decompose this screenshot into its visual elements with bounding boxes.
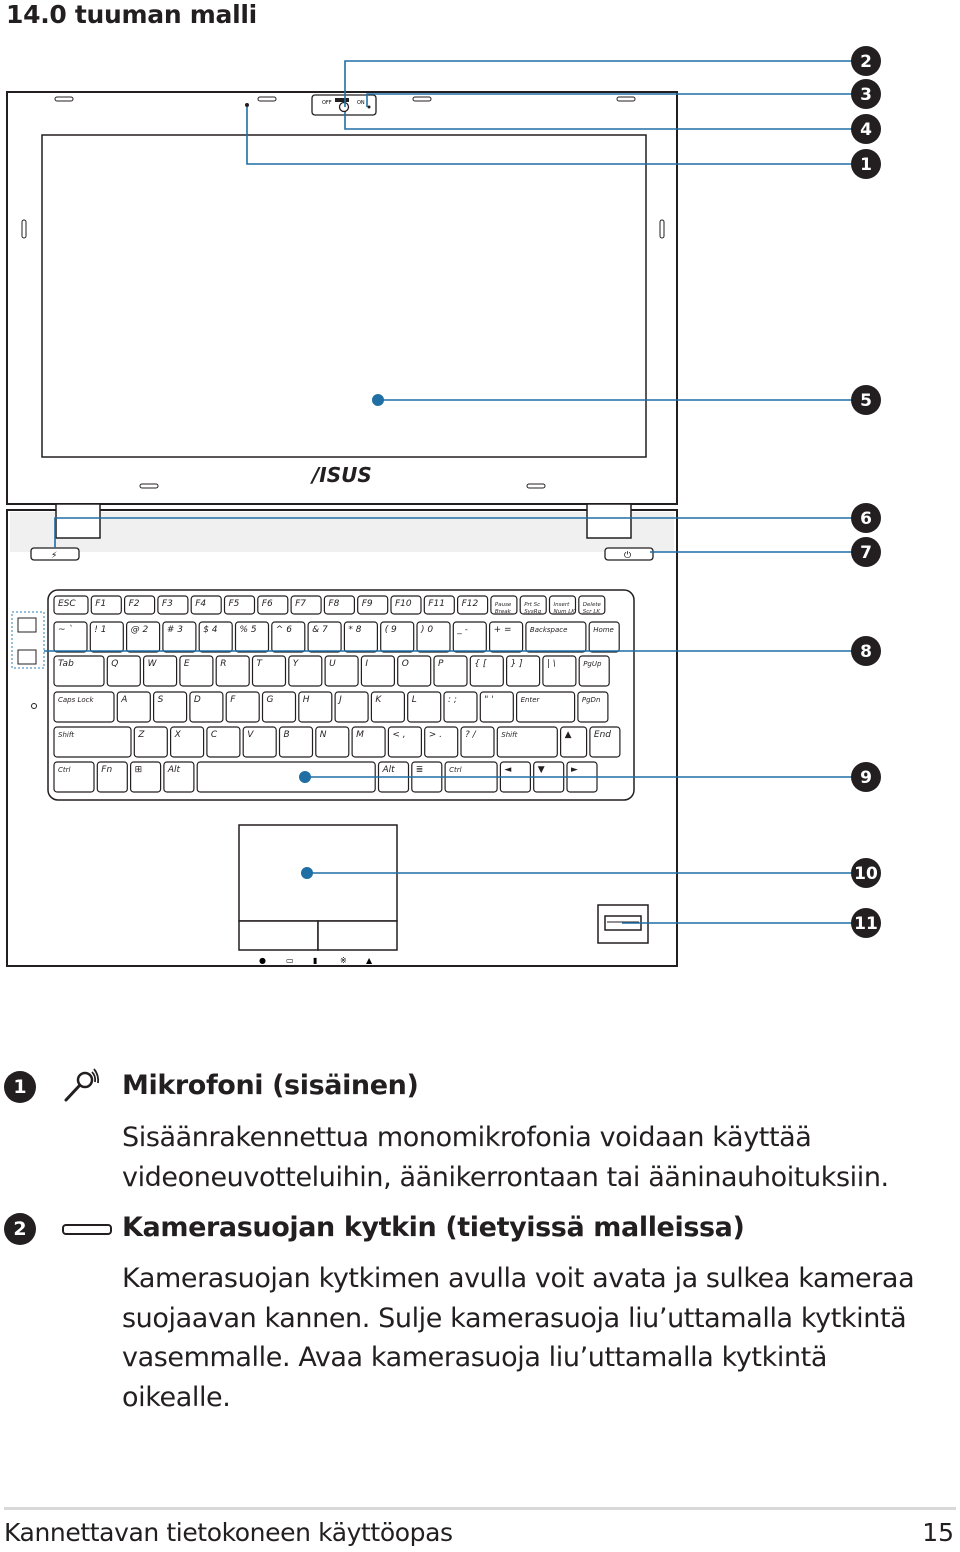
svg-text:⚡: ⚡	[51, 551, 58, 561]
keyboard-key	[199, 622, 232, 652]
svg-text:J: J	[339, 695, 342, 705]
keyboard-key	[125, 596, 155, 614]
callout-badge	[851, 114, 881, 144]
item-title: Mikrofoni (sisäinen)	[122, 1070, 419, 1101]
keyboard-keys	[54, 596, 620, 792]
svg-text:▼: ▼	[537, 765, 545, 775]
item-body-line: videoneuvotteluihin, äänikerrontaan tai ääninauhoituksiin.	[122, 1161, 889, 1193]
keyboard-key	[163, 622, 196, 652]
svg-text:Ctrl: Ctrl	[449, 766, 462, 774]
keyboard-key	[578, 692, 608, 722]
item-title: Kamerasuojan kytkin (tietyissä malleissa)	[122, 1212, 745, 1243]
svg-text:SysRq: SysRq	[524, 609, 542, 615]
keyboard-key	[253, 656, 286, 686]
touchpad-right-button	[318, 921, 397, 950]
keyboard-key	[117, 692, 150, 722]
display-panel	[42, 135, 646, 457]
keyboard-key	[154, 692, 187, 722]
svg-text:X: X	[174, 730, 181, 740]
keyboard-key	[371, 692, 404, 722]
svg-text:Break: Break	[494, 609, 511, 615]
keyboard-key	[280, 727, 313, 757]
svg-text:! 1: ! 1	[94, 625, 107, 635]
svg-text:F11: F11	[428, 599, 445, 609]
keyboard-key	[134, 727, 167, 757]
keyboard-key	[243, 727, 276, 757]
item-number: 2	[4, 1213, 36, 1245]
keyboard-key	[91, 596, 121, 614]
svg-text:P: P	[438, 659, 444, 669]
keyboard-key	[579, 656, 609, 686]
svg-text:@ 2: @ 2	[130, 625, 149, 635]
svg-text:| \: | \	[546, 659, 556, 669]
svg-text:M: M	[356, 730, 364, 740]
item-body	[122, 1118, 952, 1197]
keyboard-key	[325, 656, 358, 686]
keyboard-key	[90, 622, 123, 652]
svg-text:N: N	[319, 730, 327, 740]
svg-text:▲: ▲	[366, 956, 373, 965]
svg-text:End: End	[593, 730, 612, 740]
svg-text:Shift: Shift	[501, 731, 518, 739]
svg-text:F3: F3	[161, 599, 173, 609]
keyboard-key	[517, 692, 575, 722]
callout-badge	[851, 503, 881, 533]
keyboard-key	[490, 622, 523, 652]
keyboard-key	[398, 656, 431, 686]
callout-badge	[851, 908, 881, 938]
footer-title: Kannettavan tietokoneen käyttöopas	[4, 1518, 453, 1547]
keyboard-key	[417, 622, 450, 652]
svg-text:F2: F2	[128, 599, 140, 609]
svg-text:F10: F10	[395, 599, 412, 609]
camera-switch-on-label: ON	[357, 100, 365, 106]
svg-text:) 0: ) 0	[421, 625, 434, 635]
keyboard-key	[434, 656, 467, 686]
item-body-line: Kamerasuojan kytkimen avulla voit avata ja sulkea kameraa	[122, 1263, 915, 1294]
brand-logo: /ISUS	[312, 463, 372, 487]
svg-text:≣: ≣	[415, 765, 424, 775]
svg-text:Insert: Insert	[553, 602, 570, 608]
svg-text:: ;: : ;	[448, 695, 457, 705]
callout-badge	[851, 79, 881, 109]
item-number: 1	[4, 1071, 36, 1103]
callout-badge	[851, 636, 881, 666]
keyboard-key	[54, 596, 88, 614]
keyboard-key	[164, 762, 194, 792]
svg-text:PgDn: PgDn	[581, 696, 601, 704]
keyboard-key	[191, 596, 221, 614]
svg-text:B: B	[283, 730, 290, 740]
callout-badge	[851, 149, 881, 179]
keyboard-key	[54, 692, 114, 722]
svg-text:R: R	[220, 659, 227, 669]
svg-text:^ 6: ^ 6	[275, 625, 292, 635]
keyboard-key	[216, 656, 249, 686]
svg-text:I: I	[365, 659, 369, 669]
svg-text:Caps Lock: Caps Lock	[58, 696, 94, 704]
svg-text:Shift: Shift	[58, 731, 75, 739]
left-hinge	[56, 504, 100, 538]
keyboard-key	[226, 692, 259, 722]
footer-divider	[4, 1507, 956, 1510]
keyboard-key	[391, 596, 421, 614]
svg-text:F4: F4	[195, 599, 207, 609]
svg-text:T: T	[256, 659, 262, 669]
keyboard-key	[291, 596, 321, 614]
callout-badge	[851, 858, 881, 888]
svg-text:PgUp: PgUp	[583, 660, 602, 668]
right-hinge	[587, 504, 631, 538]
svg-text:& 7: & 7	[312, 625, 328, 635]
svg-text:F5: F5	[228, 599, 240, 609]
svg-text:2: 2	[860, 52, 872, 72]
svg-text:~ `: ~ `	[58, 625, 73, 635]
keyboard-key	[180, 656, 213, 686]
svg-text:% 5: % 5	[239, 625, 257, 635]
keyboard-key	[225, 596, 255, 614]
callout-badge	[851, 537, 881, 567]
svg-text:6: 6	[860, 509, 872, 529]
svg-text:1: 1	[860, 155, 872, 175]
svg-text:Delete: Delete	[582, 602, 601, 608]
keyboard-key	[388, 727, 421, 757]
svg-text:F6: F6	[261, 599, 273, 609]
svg-text:Fn: Fn	[101, 765, 113, 775]
callout-badges	[851, 46, 881, 938]
svg-text:G: G	[266, 695, 274, 705]
camera-switch-off-label: OFF	[322, 100, 332, 106]
keyboard-key	[272, 622, 305, 652]
callout-badge	[851, 762, 881, 792]
keyboard-key	[543, 656, 576, 686]
svg-text:7: 7	[860, 543, 872, 563]
svg-text:Alt: Alt	[167, 765, 181, 775]
keyboard-key	[316, 727, 349, 757]
svg-text:F8: F8	[328, 599, 340, 609]
svg-text:C: C	[210, 730, 218, 740]
item-body-line: Sisäänrakennettua monomikrofonia voidaan käyttää	[122, 1122, 812, 1153]
svg-text:H: H	[302, 695, 310, 705]
svg-text:} ]: } ]	[510, 659, 523, 669]
keyboard-key	[361, 656, 394, 686]
svg-text:Prt Sc: Prt Sc	[524, 602, 541, 608]
svg-text:> .: > .	[428, 730, 442, 740]
svg-text:9: 9	[860, 768, 872, 788]
keyboard-key	[470, 656, 503, 686]
keyboard-key	[127, 622, 160, 652]
keyboard-key	[54, 727, 131, 757]
keyboard-key	[54, 622, 87, 652]
svg-text:+ =: + =	[493, 625, 512, 635]
svg-text:8: 8	[860, 642, 872, 662]
svg-text:S: S	[157, 695, 164, 705]
keyboard-key	[550, 596, 576, 615]
keyboard-key	[358, 596, 388, 614]
svg-text:▲: ▲	[564, 730, 572, 740]
svg-text:# 3: # 3	[166, 625, 184, 635]
keyboard-key	[54, 656, 104, 686]
svg-text:$ 4: $ 4	[203, 625, 218, 635]
svg-text:U: U	[329, 659, 336, 669]
svg-text:" ': " '	[484, 695, 494, 705]
page-number: 15	[922, 1518, 954, 1547]
svg-text:< ,: < ,	[392, 730, 406, 740]
svg-text:►: ►	[571, 765, 578, 775]
svg-text:Enter: Enter	[520, 696, 540, 704]
svg-text:F12: F12	[461, 599, 479, 609]
keyboard-key	[526, 622, 586, 652]
keyboard-key	[425, 727, 458, 757]
keyboard-key	[561, 727, 587, 757]
keyboard-key	[458, 596, 488, 614]
svg-text:Ctrl: Ctrl	[58, 766, 71, 774]
svg-text:◄: ◄	[504, 765, 512, 775]
svg-text:Home: Home	[593, 626, 614, 634]
keyboard-key	[335, 692, 368, 722]
svg-text:* 8: * 8	[348, 625, 362, 635]
keyboard-key	[480, 692, 513, 722]
svg-text:V: V	[247, 730, 254, 740]
svg-text:3: 3	[860, 85, 872, 105]
svg-text:▭: ▭	[286, 956, 294, 965]
svg-text:Scr LK: Scr LK	[582, 609, 601, 615]
svg-text:10: 10	[854, 864, 878, 884]
svg-text:Pause: Pause	[494, 602, 512, 608]
item-body-line: oikealle.	[122, 1381, 231, 1413]
keyboard-key	[344, 622, 377, 652]
keyboard-key	[590, 727, 620, 757]
keyboard-key	[381, 622, 414, 652]
svg-text:( 9: ( 9	[384, 625, 397, 635]
keyboard-key	[299, 692, 332, 722]
svg-text:F9: F9	[361, 599, 373, 609]
keyboard-key	[461, 727, 494, 757]
camera-lens	[340, 103, 349, 112]
keyboard-key	[171, 727, 204, 757]
svg-text:W: W	[147, 659, 157, 669]
camera-switch-icon	[62, 1222, 112, 1241]
item-body-line: suojaavan kannen. Sulje kamerasuoja liu’uttamalla kytkintä	[122, 1302, 907, 1334]
touchpad-left-button	[239, 921, 318, 950]
keyboard-key	[54, 762, 94, 792]
svg-text:F: F	[230, 695, 236, 705]
keyboard-key	[144, 656, 177, 686]
callout-badge	[851, 385, 881, 415]
keyboard-key	[324, 596, 354, 614]
svg-text:⏻: ⏻	[624, 551, 632, 561]
svg-text:O: O	[401, 659, 409, 669]
svg-text:L: L	[411, 695, 417, 705]
svg-text:Alt: Alt	[382, 765, 395, 775]
svg-text:▮: ▮	[313, 956, 318, 965]
svg-text:? /: ? /	[465, 730, 476, 740]
svg-text:Y: Y	[292, 659, 299, 669]
svg-text:●: ●	[259, 956, 266, 965]
keyboard-key	[97, 762, 127, 792]
keyboard-key	[263, 692, 296, 722]
keyboard-key	[352, 727, 385, 757]
keyboard-key	[289, 656, 322, 686]
keyboard-key	[497, 727, 557, 757]
svg-text:Backspace: Backspace	[529, 626, 568, 634]
keyboard-key	[589, 622, 619, 652]
svg-text:11: 11	[854, 914, 878, 934]
page-title: 14.0 tuuman malli	[6, 0, 257, 29]
keyboard-key	[236, 622, 269, 652]
svg-text:E: E	[183, 659, 190, 669]
svg-text:{ [: { [	[474, 659, 487, 669]
keyboard-key	[579, 596, 605, 615]
svg-text:A: A	[121, 695, 128, 705]
keyboard-key	[131, 762, 161, 792]
keyboard-key	[308, 622, 341, 652]
keyboard-key	[190, 692, 223, 722]
keyboard-key	[444, 692, 477, 722]
svg-text:※: ※	[340, 956, 347, 965]
laptop-diagram	[0, 30, 960, 990]
svg-text:F7: F7	[295, 599, 307, 609]
keyboard-key	[158, 596, 188, 614]
microphone-icon	[62, 1068, 100, 1108]
svg-text:⊞: ⊞	[134, 765, 143, 775]
keyboard-key	[207, 727, 240, 757]
item-body	[122, 1259, 952, 1417]
svg-text:5: 5	[860, 391, 872, 411]
keyboard-key	[507, 656, 540, 686]
svg-text:Num LK: Num LK	[553, 609, 575, 615]
item-body-line: vasemmalle. Avaa kamerasuoja liu’uttamalla kytkintä	[122, 1342, 827, 1373]
svg-text:D: D	[193, 695, 201, 705]
svg-text:Q: Q	[111, 659, 119, 669]
keyboard-key	[520, 596, 546, 615]
svg-text:4: 4	[860, 120, 872, 140]
keyboard-key	[258, 596, 288, 614]
svg-text:Z: Z	[138, 730, 145, 740]
svg-text:ESC: ESC	[58, 599, 76, 609]
callout-badge	[851, 46, 881, 76]
svg-text:F1: F1	[95, 599, 107, 609]
keyboard-key	[424, 596, 454, 614]
microphone-hole	[245, 103, 249, 107]
keyboard-key	[453, 622, 486, 652]
svg-text:K: K	[375, 695, 382, 705]
keyboard-key	[107, 656, 140, 686]
keyboard-key	[408, 692, 441, 722]
svg-text:_ -: _ -	[457, 625, 468, 635]
keyboard-key	[491, 596, 517, 615]
svg-text:Tab: Tab	[58, 659, 74, 669]
